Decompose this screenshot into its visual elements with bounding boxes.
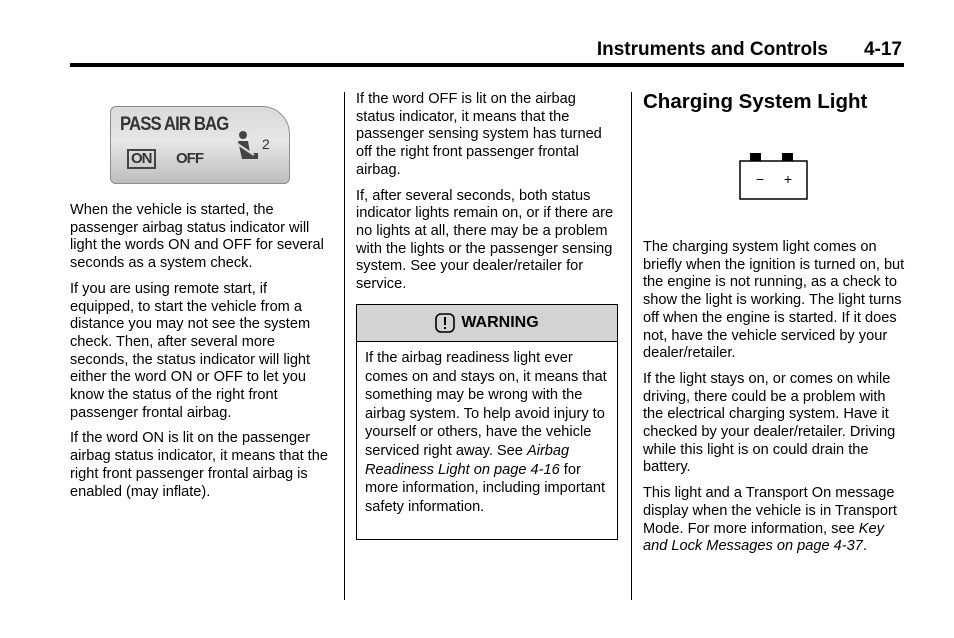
paragraph: If, after several seconds, both status indicator lights remain on, or if there are no lights at all, there may be a problem with the lights or the passenger sensing system. See your dealer/retailer for service. <box>356 187 614 293</box>
section-heading: Charging System Light <box>643 90 868 113</box>
paragraph: If the word ON is lit on the passenger airbag status indicator, it means that the right front passenger frontal airbag is enabled (may inflate). <box>70 430 328 500</box>
warning-label: WARNING <box>461 314 539 331</box>
paragraph: If the light stays on, or comes on while driving, there could be a problem with the electrical charging system. Have it checked by your dealer/retailer. Driving while this light is on could drain the battery. <box>643 370 896 476</box>
page-number: 4-17 <box>863 39 902 60</box>
paragraph: When the vehicle is started, the passenger airbag status indicator will light the words ON and OFF for several seconds as a system check. <box>70 202 324 272</box>
paragraph-text: This light and a Transport On message display when the vehicle is in Transport Mode. For more information, see <box>643 485 897 537</box>
airbag-off-label: OFF <box>176 150 203 167</box>
paragraph: If the word OFF is lit on the airbag status indicator, it means that the passenger sensing system has turned off the right front passenger frontal airbag. <box>356 91 602 178</box>
column-3 <box>643 239 905 564</box>
airbag-number-label: 2 <box>262 136 270 152</box>
header-rule <box>70 63 904 67</box>
page-header <box>70 38 904 62</box>
cross-reference-link: Key and Lock Messages on page 4-37 <box>643 520 884 555</box>
warning-text <box>357 342 617 516</box>
warning-header <box>357 305 617 342</box>
paragraph <box>643 485 905 556</box>
paragraph-text: . <box>862 538 867 555</box>
section-title: Instruments and Controls <box>596 39 828 60</box>
column-divider-1 <box>344 92 345 600</box>
passenger-airbag-indicator-figure <box>110 106 290 184</box>
warning-text-part: If the airbag readiness light ever comes on and stays on, it means that something may be wrong with the airbag system. To help avoid injury to yourself or others, have the vehicle serviced right away. See <box>365 350 607 459</box>
seated-passenger-icon <box>228 129 272 165</box>
warning-box <box>356 304 618 540</box>
column-divider-2 <box>631 92 632 600</box>
column-1 <box>70 202 332 509</box>
warning-exclamation-icon <box>435 313 455 333</box>
warning-text-part: for more information, including important safety information. <box>365 461 606 515</box>
column-2 <box>356 91 618 302</box>
paragraph: If you are using remote start, if equipped, to start the vehicle from a distance you may not see the system check. Then, after several more seconds, the status indicator will light either the word ON or OFF to let you know the status of the right front passenger frontal airbag. <box>70 280 311 421</box>
battery-icon <box>738 152 810 202</box>
battery-minus-sign: − <box>755 171 765 187</box>
airbag-on-label: ON <box>127 149 156 169</box>
battery-plus-sign: + <box>783 171 793 187</box>
paragraph: The charging system light comes on briefly when the ignition is turned on, but the engine is not running, as a check to show the light is working. The light turns off when the engine is started. If it does not, have the vehicle serviced by your dealer/retailer. <box>643 239 905 362</box>
cross-reference-link: Airbag Readiness Light on page 4-16 <box>365 442 570 478</box>
airbag-indicator-title: PASS AIR BAG <box>120 114 229 135</box>
